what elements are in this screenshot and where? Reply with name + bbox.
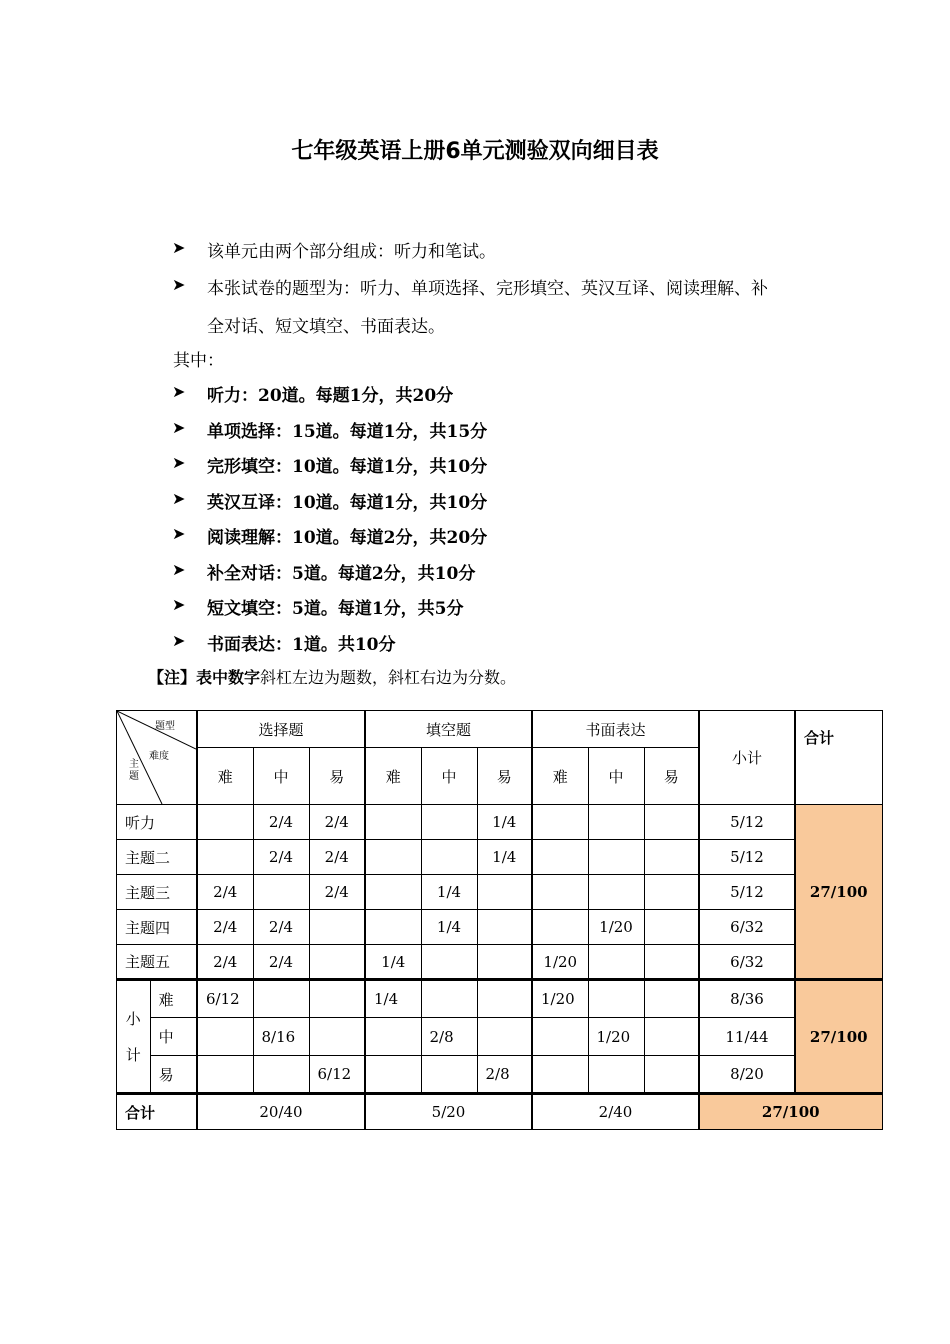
topic-label: 主题四: [117, 910, 198, 945]
table-cell: [477, 910, 532, 945]
level-header: 难: [197, 748, 253, 805]
table-note: [148, 665, 516, 688]
table-cell: 1/4: [477, 840, 532, 875]
table-cell: [477, 1018, 532, 1056]
question-type-item: 听力：20道。每题1分，共20分: [207, 386, 454, 406]
level-header: 易: [309, 748, 365, 805]
table-cell: 2/8: [421, 1018, 477, 1056]
total-writing: 2/40: [532, 1094, 699, 1130]
table-cell: [644, 1056, 699, 1094]
arrow-bullet-icon: ➤: [172, 417, 186, 437]
table-cell: [365, 840, 421, 875]
table-cell: 6/12: [197, 980, 253, 1018]
table-cell: [197, 1056, 253, 1094]
table-cell: [588, 980, 644, 1018]
arrow-bullet-icon: ➤: [172, 524, 186, 543]
question-type-item: 短文填空：5道。每道1分，共5分: [207, 599, 464, 619]
table-cell: 2/4: [253, 805, 309, 840]
table-cell: 2/4: [253, 945, 309, 980]
row-subtotal: 5/12: [699, 840, 795, 875]
level-header: 中: [588, 748, 644, 805]
table-cell: [309, 945, 365, 980]
table-cell: [365, 805, 421, 840]
corner-difficulty-label: 难度: [149, 751, 169, 762]
table-cell: [532, 1018, 588, 1056]
question-type-item: 补全对话：5道。每道2分，共10分: [207, 563, 476, 584]
subtotal-side-char: 小: [125, 1009, 141, 1028]
intro-line-2b: 全对话、短文填空、书面表达。: [207, 317, 445, 337]
level-header: 难: [532, 748, 588, 805]
group-header-writing: 书面表达: [532, 711, 699, 748]
total-header: 合计: [795, 711, 882, 805]
table-cell: [477, 980, 532, 1018]
table-cell: 1/4: [421, 875, 477, 910]
table-cell: [197, 1018, 253, 1056]
table-cell: [309, 1018, 365, 1056]
question-type-item: 阅读理解：10道。每道2分，共20分: [207, 528, 488, 548]
group-header-choice: 选择题: [197, 711, 365, 748]
corner-type-label: 题型: [155, 721, 175, 732]
table-cell: 2/4: [253, 910, 309, 945]
table-cell: 2/4: [253, 840, 309, 875]
table-cell: [532, 875, 588, 910]
table-cell: 2/4: [309, 840, 365, 875]
table-cell: [588, 945, 644, 980]
table-cell: [421, 980, 477, 1018]
table-cell: 1/20: [588, 910, 644, 945]
table-cell: 2/4: [309, 875, 365, 910]
question-type-item: 书面表达：1道。共10分: [207, 634, 396, 655]
table-cell: 1/20: [532, 945, 588, 980]
table-cell: [532, 840, 588, 875]
table-cell: [365, 875, 421, 910]
table-cell: 2/4: [197, 910, 253, 945]
topic-label: 主题三: [117, 875, 198, 910]
table-cell: [309, 910, 365, 945]
subtotal-side-char: 计: [125, 1045, 141, 1064]
row-subtotal: 6/32: [699, 910, 795, 945]
arrow-bullet-icon: ➤: [172, 595, 186, 614]
table-cell: [588, 805, 644, 840]
question-type-item: 英汉互译：10道。每道1分，共10分: [207, 492, 488, 513]
table-cell: 1/20: [588, 1018, 644, 1056]
topic-label: 听力: [117, 805, 198, 840]
table-cell: [588, 1056, 644, 1094]
corner-cell: [117, 711, 198, 805]
table-cell: 2/4: [197, 875, 253, 910]
subtotal-side-label: [117, 980, 151, 1094]
arrow-bullet-icon: ➤: [172, 453, 186, 472]
row-subtotal: 6/32: [699, 945, 795, 980]
table-cell: [421, 1056, 477, 1094]
table-cell: 2/4: [309, 805, 365, 840]
table-cell: [421, 840, 477, 875]
table-cell: [421, 945, 477, 980]
table-cell: 1/4: [477, 805, 532, 840]
table-cell: [532, 1056, 588, 1094]
topic-total: 27/100: [795, 805, 882, 980]
table-cell: 6/12: [309, 1056, 365, 1094]
table-cell: [477, 875, 532, 910]
row-subtotal: 11/44: [699, 1018, 795, 1056]
table-cell: [197, 805, 253, 840]
table-cell: [365, 910, 421, 945]
table-cell: [253, 980, 309, 1018]
table-cell: [365, 1056, 421, 1094]
table-cell: [532, 910, 588, 945]
intro-line-1: 该单元由两个部分组成：听力和笔试。: [207, 242, 496, 262]
table-cell: [197, 840, 253, 875]
spec-table: [116, 710, 883, 1130]
table-cell: [644, 840, 699, 875]
note-bold: 【注】表中数字: [148, 668, 261, 687]
question-type-item: 完形填空：10道。每道1分，共10分: [207, 457, 488, 477]
total-fill: 5/20: [365, 1094, 532, 1130]
table-cell: [644, 980, 699, 1018]
table-cell: [365, 1018, 421, 1056]
level-header: 易: [644, 748, 699, 805]
row-subtotal: 5/12: [699, 875, 795, 910]
arrow-bullet-icon: ➤: [172, 559, 186, 579]
total-row-label: 合计: [117, 1094, 198, 1130]
table-cell: 1/4: [421, 910, 477, 945]
arrow-bullet-icon: ➤: [172, 382, 186, 401]
table-cell: 8/16: [253, 1018, 309, 1056]
question-type-item: 单项选择：15道。每道1分，共15分: [207, 421, 488, 442]
table-cell: 2/8: [477, 1056, 532, 1094]
table-cell: [532, 805, 588, 840]
table-cell: 2/4: [197, 945, 253, 980]
arrow-bullet-icon: ➤: [172, 238, 186, 257]
grand-total: 27/100: [699, 1094, 882, 1130]
intro-line-3: 其中：: [173, 351, 224, 371]
level-header: 中: [253, 748, 309, 805]
row-subtotal: 8/36: [699, 980, 795, 1018]
table-cell: [644, 910, 699, 945]
level-header: 难: [365, 748, 421, 805]
table-cell: [253, 1056, 309, 1094]
total-choice: 20/40: [197, 1094, 365, 1130]
topic-label: 主题五: [117, 945, 198, 980]
arrow-bullet-icon: ➤: [172, 275, 186, 294]
row-subtotal: 5/12: [699, 805, 795, 840]
table-cell: [644, 1018, 699, 1056]
table-cell: 1/20: [532, 980, 588, 1018]
difficulty-label: 难: [150, 980, 197, 1018]
difficulty-label: 易: [150, 1056, 197, 1094]
subtotal-header: 小计: [699, 711, 795, 805]
table-cell: [309, 980, 365, 1018]
table-cell: [477, 945, 532, 980]
row-subtotal: 8/20: [699, 1056, 795, 1094]
corner-topic-label: 主 题: [129, 759, 139, 782]
group-header-fill: 填空题: [365, 711, 532, 748]
table-cell: [421, 805, 477, 840]
page-title: 七年级英语上册6单元测验双向细目表: [291, 139, 659, 164]
table-cell: 1/4: [365, 980, 421, 1018]
table-cell: [588, 875, 644, 910]
topic-label: 主题二: [117, 840, 198, 875]
subtotal-total: 27/100: [795, 980, 882, 1094]
arrow-bullet-icon: ➤: [172, 630, 186, 650]
note-rest: 斜杠左边为题数，斜杠右边为分数。: [260, 668, 517, 687]
table-cell: [644, 805, 699, 840]
table-cell: [253, 875, 309, 910]
table-cell: 1/4: [365, 945, 421, 980]
table-cell: [644, 875, 699, 910]
arrow-bullet-icon: ➤: [172, 488, 186, 508]
level-header: 易: [477, 748, 532, 805]
level-header: 中: [421, 748, 477, 805]
table-cell: [588, 840, 644, 875]
table-cell: [644, 945, 699, 980]
difficulty-label: 中: [150, 1018, 197, 1056]
intro-line-2a: 本张试卷的题型为：听力、单项选择、完形填空、英汉互译、阅读理解、补: [207, 279, 768, 299]
